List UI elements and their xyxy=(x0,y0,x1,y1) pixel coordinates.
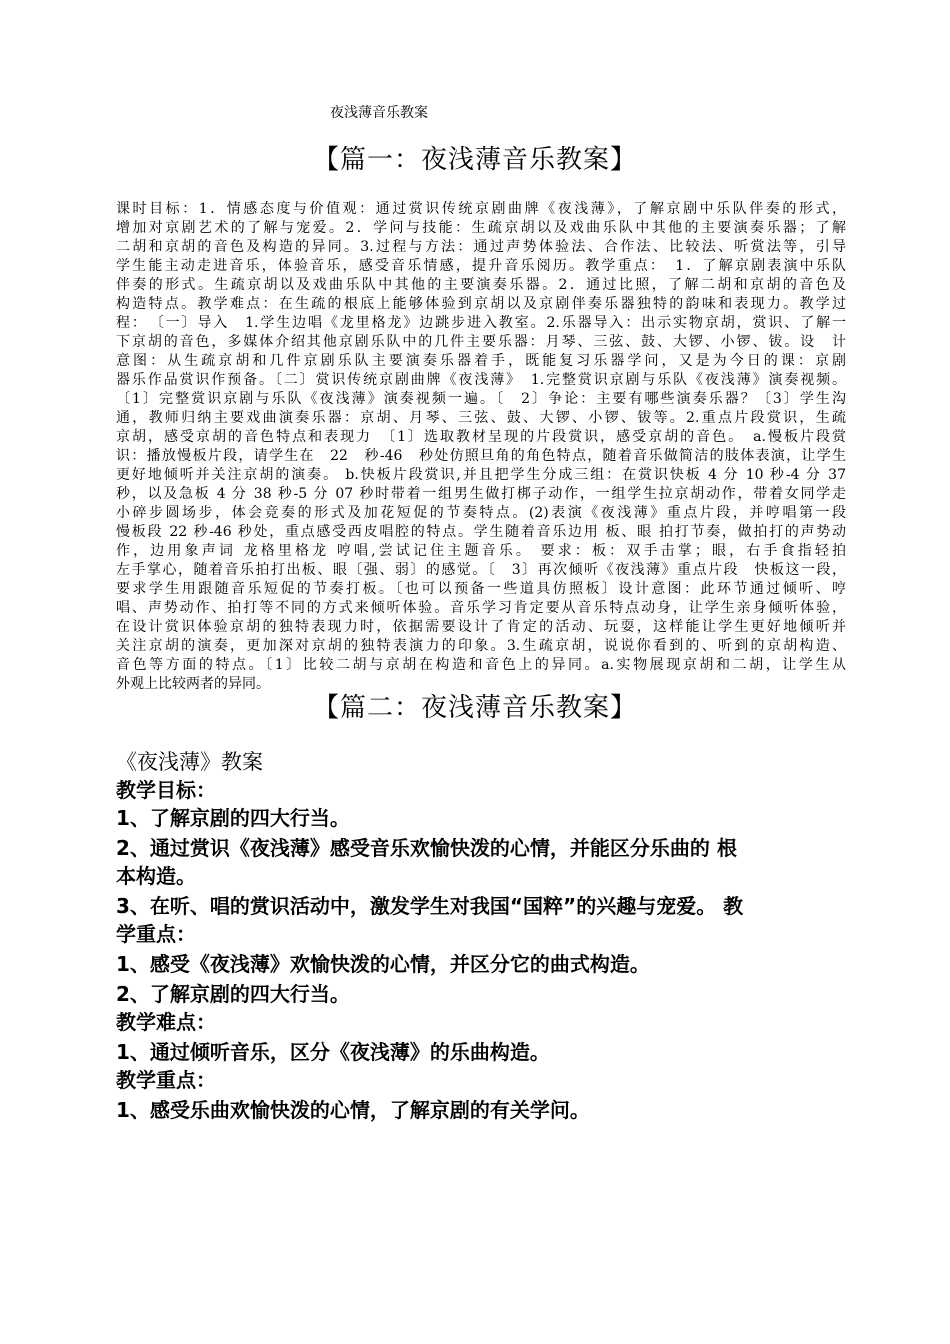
part1-line: 作，边用象声词 龙格里格龙 哼唱,尝试记住主题音乐。 要求：板：双手击掌；眼，右手食指轻拍 xyxy=(116,543,846,559)
part1-line: 增加对京剧艺术的了解与宠爱。2．学问与技能：生疏京胡以及戏曲乐队中其他的主要演奏乐器；了解 xyxy=(116,220,846,236)
part1-line: 在设计赏识体验京胡的独特表现力时，依据需要设计了肯定的活动、玩耍，这样能让学生更好地倾听并 xyxy=(116,619,846,635)
part2-line: 学重点： xyxy=(116,922,196,946)
part2-line: 3、在听、唱的赏识活动中，激发学生对我国“国粹”的兴趣与宠爱。 教 xyxy=(116,894,744,918)
part1-line: 小碎步圆场步，体会竞奏的形式及加花短促的节奏特点。(2)表演《夜浅薄》重点片段，并哼唱第一段 xyxy=(116,505,846,521)
part1-line: 下京胡的音色，多媒体介绍其他京剧乐队中的几件主要乐器：月琴、三弦、鼓、大锣、小锣、钹。设 计 xyxy=(116,334,846,350)
part1-body xyxy=(116,200,846,694)
part2-body xyxy=(116,748,836,1124)
part1-heading: 【篇一：夜浅薄音乐教案】 xyxy=(312,145,637,175)
part2-line: 1、感受乐曲欢愉快泼的心情，了解京剧的有关学问。 xyxy=(116,1098,590,1122)
running-title: 夜浅薄音乐教案 xyxy=(330,105,428,121)
part2-title: 《夜浅薄》教案 xyxy=(116,750,263,774)
part1-line: 伴奏的形式。生疏京胡以及戏曲乐队中其他的主要演奏乐器。2．通过比照，了解二胡和京胡的音色及 xyxy=(116,277,846,293)
part2-line: 2、通过赏识《夜浅薄》感受音乐欢愉快泼的心情，并能区分乐曲的 根 xyxy=(116,836,737,860)
part2-heading: 【篇二：夜浅薄音乐教案】 xyxy=(312,693,637,723)
part1-line: 〔1〕完整赏识京剧与乐队《夜浅薄》演奏视频一遍。〔 2〕争论：主要有哪些演奏乐器？〔3〕学生沟 xyxy=(116,391,846,407)
part1-line: 唱、声势动作、拍打等不同的方式来倾听体验。音乐学习肯定要从音乐特点动身，让学生亲身倾听体验， xyxy=(116,600,846,616)
part1-line: 二胡和京胡的音色及构造的异同。3.过程与方法：通过声势体验法、合作法、比较法、听赏法等，引导 xyxy=(116,239,846,255)
part1-line: 课时目标：1．情感态度与价值观：通过赏识传统京剧曲牌《夜浅薄》，了解京剧中乐队伴奏的形式， xyxy=(116,201,846,217)
part1-line: 京胡，感受京胡的音色特点和表现力 〔1〕选取教材呈现的片段赏识，感受京胡的音色。 a.慢板片段赏 xyxy=(116,429,846,445)
part1-line: 左手掌心，随着音乐拍打出板、眼〔强、弱〕的感觉。〔 3〕再次倾听《夜浅薄》重点片段 快板这一段， xyxy=(116,562,846,578)
part2-line: 教学重点： xyxy=(116,1068,216,1092)
part1-line: 通，教师归纳主要戏曲演奏乐器：京胡、月琴、三弦、鼓、大锣、小锣、钹等。2.重点片段赏识，生疏 xyxy=(116,410,846,426)
part1-line: 意图：从生疏京胡和几件京剧乐队主要演奏乐器着手，既能复习乐器学问，又是为今日的课：京剧 xyxy=(116,353,846,369)
part1-line: 音色等方面的特点。〔1〕比较二胡与京胡在构造和音色上的异同。a.实物展现京胡和二胡，让学生从 xyxy=(116,657,846,673)
part2-line: 教学目标： xyxy=(116,778,216,802)
part1-line: 程： 〔一〕导入 1.学生边唱《龙里格龙》边跳步进入教室。2.乐器导入：出示实物京胡，赏识、了解一 xyxy=(116,315,846,331)
part2-line: 2、了解京剧的四大行当。 xyxy=(116,982,350,1006)
part2-line: 1、了解京剧的四大行当。 xyxy=(116,806,350,830)
part2-line: 1、通过倾听音乐，区分《夜浅薄》的乐曲构造。 xyxy=(116,1040,550,1064)
part1-line: 器乐作品赏识作预备。〔二〕赏识传统京剧曲牌《夜浅薄》 1.完整赏识京剧与乐队《夜浅薄》演奏视频。 xyxy=(116,372,846,388)
part1-line: 构造特点。教学难点：在生疏的根底上能够体验到京胡以及京剧伴奏乐器独特的韵味和表现力。教学过 xyxy=(116,296,846,312)
part1-line: 关注京胡的演奏，更加深对京胡的独特表演力的印象。3.生疏京胡，说说你看到的、听到的京胡构造、 xyxy=(116,638,846,654)
part1-line: 学生能主动走进音乐，体验音乐，感受音乐情感，提升音乐阅历。教学重点： 1．了解京剧表演中乐队 xyxy=(116,258,846,274)
part1-line: 要求学生用跟随音乐短促的节奏打板。〔也可以预备一些道具仿照板〕设计意图：此环节通过倾听、哼 xyxy=(116,581,846,597)
part2-line: 教学难点： xyxy=(116,1010,216,1034)
part1-line: 秒，以及急板 4 分 38 秒-5 分 07 秒时带着一组男生做打梆子动作，一组学生拉京胡动作，带着女同学走 xyxy=(116,486,846,502)
part1-line: 更好地倾听并关注京胡的演奏。 b.快板片段赏识,并且把学生分成三组：在赏识快板 4 分 10 秒-4 分 37 xyxy=(116,467,846,483)
part1-line: 慢板段 22 秒-46 秒处，重点感受西皮唱腔的特点。学生随着音乐边用 板、眼 拍打节奏，做拍打的声势动 xyxy=(116,524,846,540)
part2-line: 本构造。 xyxy=(116,864,196,888)
part2-line: 1、感受《夜浅薄》欢愉快泼的心情，并区分它的曲式构造。 xyxy=(116,952,650,976)
part1-line: 外观上比较两者的异同。 xyxy=(116,676,270,692)
part1-line: 识：播放慢板片段，请学生在 22 秒-46 秒处仿照旦角的角色特点，随着音乐做简洁的肢体表演，让学生 xyxy=(116,448,846,464)
